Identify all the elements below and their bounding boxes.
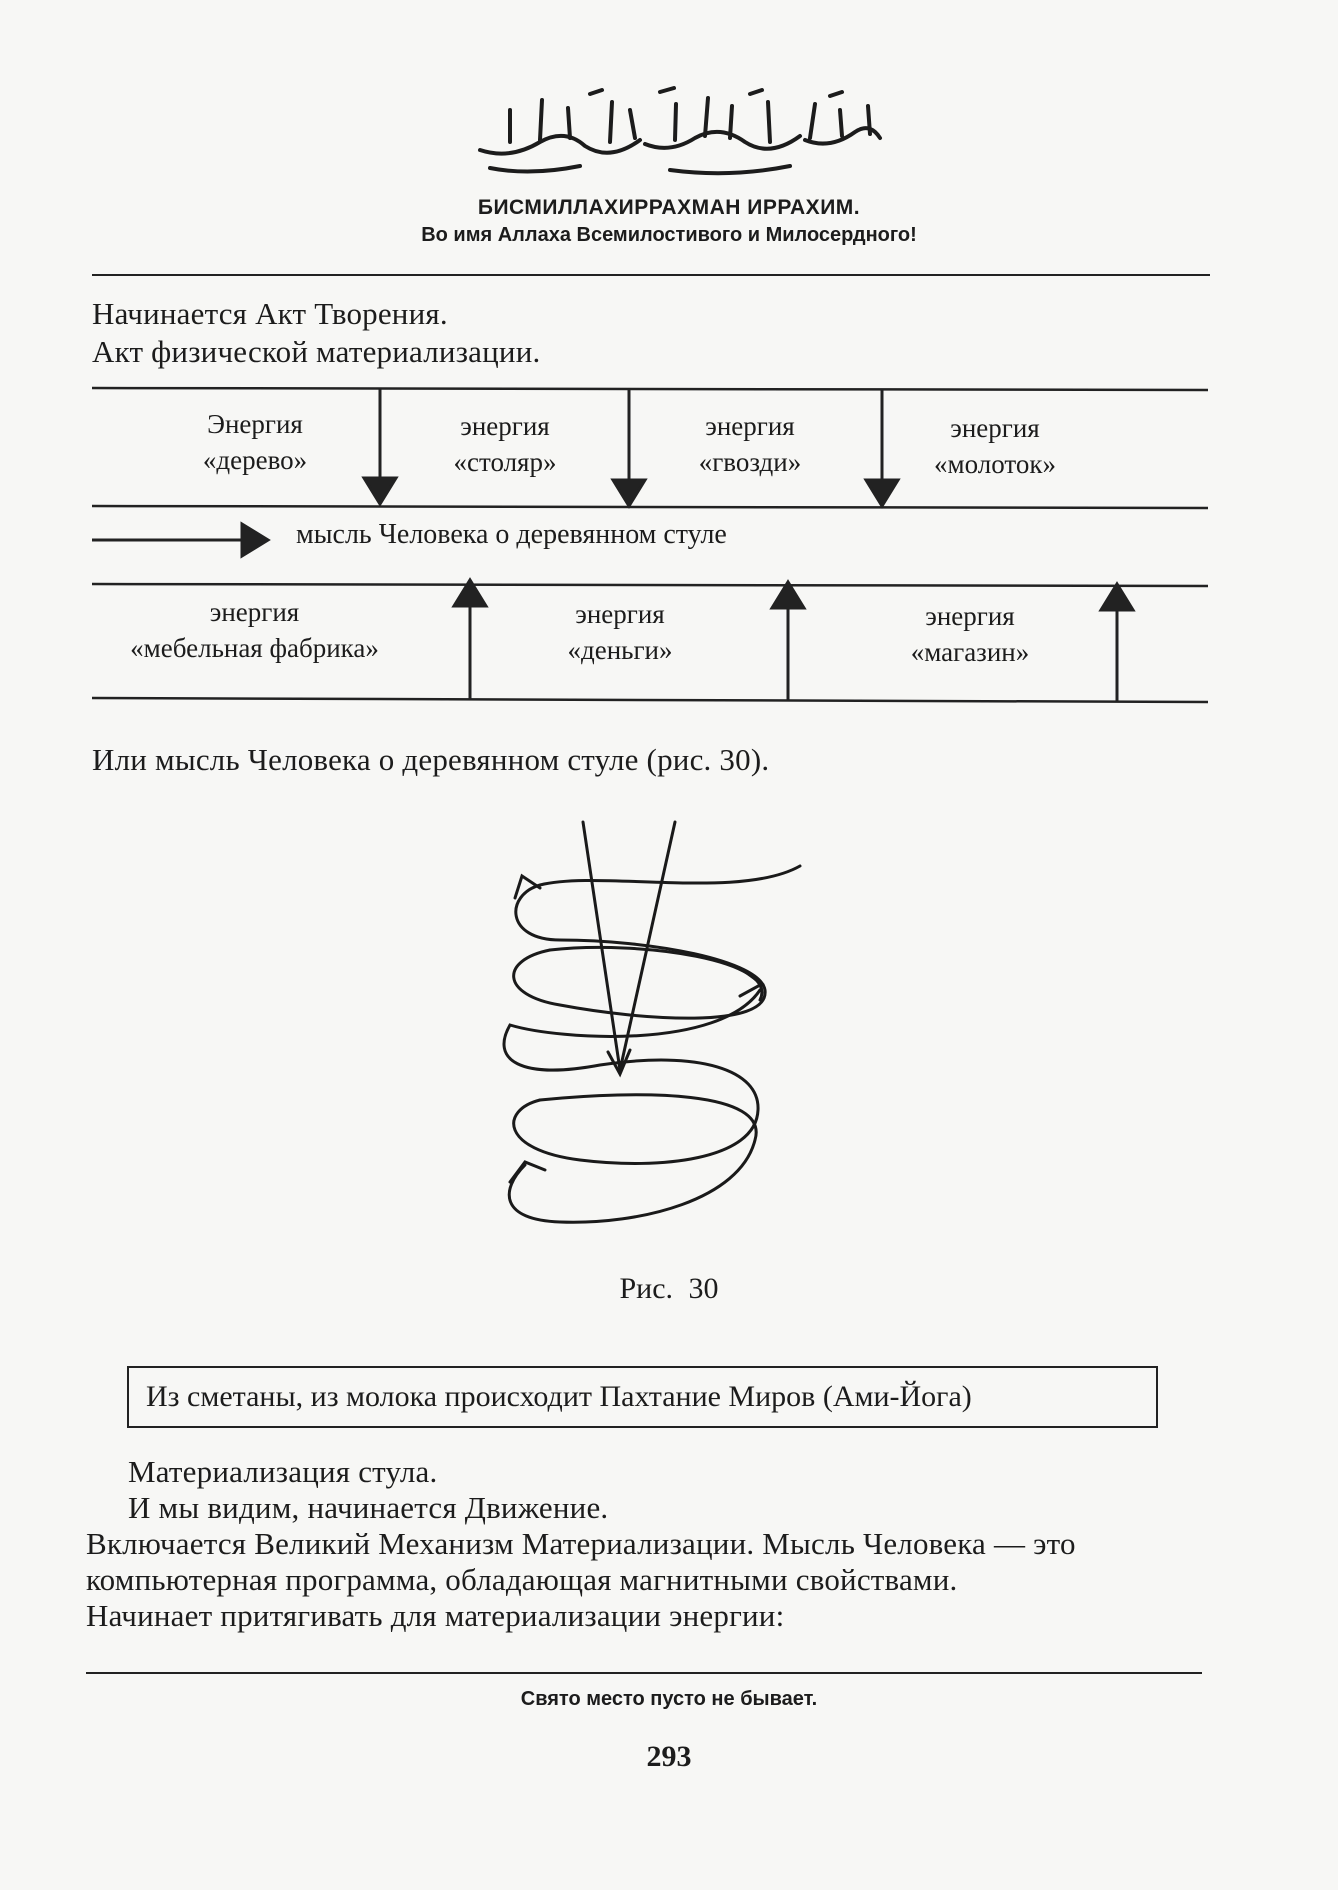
page-number: 293 — [646, 1740, 692, 1773]
diagram-rule-1 — [92, 388, 1208, 390]
body-line-1: Материализация стула. — [128, 1454, 438, 1489]
energy-derevo: Энергия «дерево» — [202, 409, 308, 475]
converging-arrow-left — [583, 822, 620, 1070]
right-arrow — [242, 524, 268, 556]
down-arrow-1 — [364, 478, 396, 504]
down-arrow-2 — [613, 480, 645, 506]
footer-rule — [86, 1672, 1202, 1674]
down-arrow-3 — [866, 480, 898, 506]
energy-molotok: энергия «молоток» — [934, 413, 1056, 479]
energy-gvozdi: энергия «гвозди» — [698, 411, 802, 477]
body-line-3: Включается Великий Механизм Материализации. Мысль Человека — это — [86, 1526, 1076, 1561]
figure-intro: Или мысль Человека о деревянном стуле (рис. 30). — [92, 742, 770, 777]
thought-label: мысль Человека о деревянном стуле — [296, 519, 727, 550]
figure-30-spiral — [504, 822, 800, 1222]
body-line-4: компьютерная программа, обладающая магнитными свойствами. — [86, 1562, 958, 1597]
body-line-5: Начинает притягивать для материализации энергии: — [86, 1598, 785, 1633]
energy-magazin: энергия «магазин» — [910, 601, 1030, 667]
diagram-rule-4 — [92, 698, 1208, 702]
boxed-quote: Из сметаны, из молока происходит Пахтание Миров (Ами-Йога) — [127, 1366, 1158, 1428]
body-line-2: И мы видим, начинается Движение. — [128, 1490, 609, 1525]
energy-stolyar: энергия «столяр» — [453, 411, 557, 477]
energy-dengi: энергия «деньги» — [567, 599, 673, 665]
up-arrow-3 — [1101, 584, 1133, 610]
energy-mebelnaya-fabrika: энергия «мебельная фабрика» — [130, 597, 379, 663]
footer-proverb: Свято место пусто не бывает. — [520, 1688, 818, 1710]
header-title: БИСМИЛЛАХИРРАХМАН ИРРАХИМ. — [477, 196, 861, 219]
header-subtitle: Во имя Аллаха Всемилостивого и Милосердного! — [421, 224, 917, 246]
figure-caption: Рис. 30 — [619, 1272, 719, 1305]
diagram-rule-3 — [92, 584, 1208, 586]
diagram-rule-2 — [92, 506, 1208, 508]
intro-line-2: Акт физической материализации. — [92, 334, 541, 369]
intro-line-1: Начинается Акт Творения. — [92, 296, 448, 331]
